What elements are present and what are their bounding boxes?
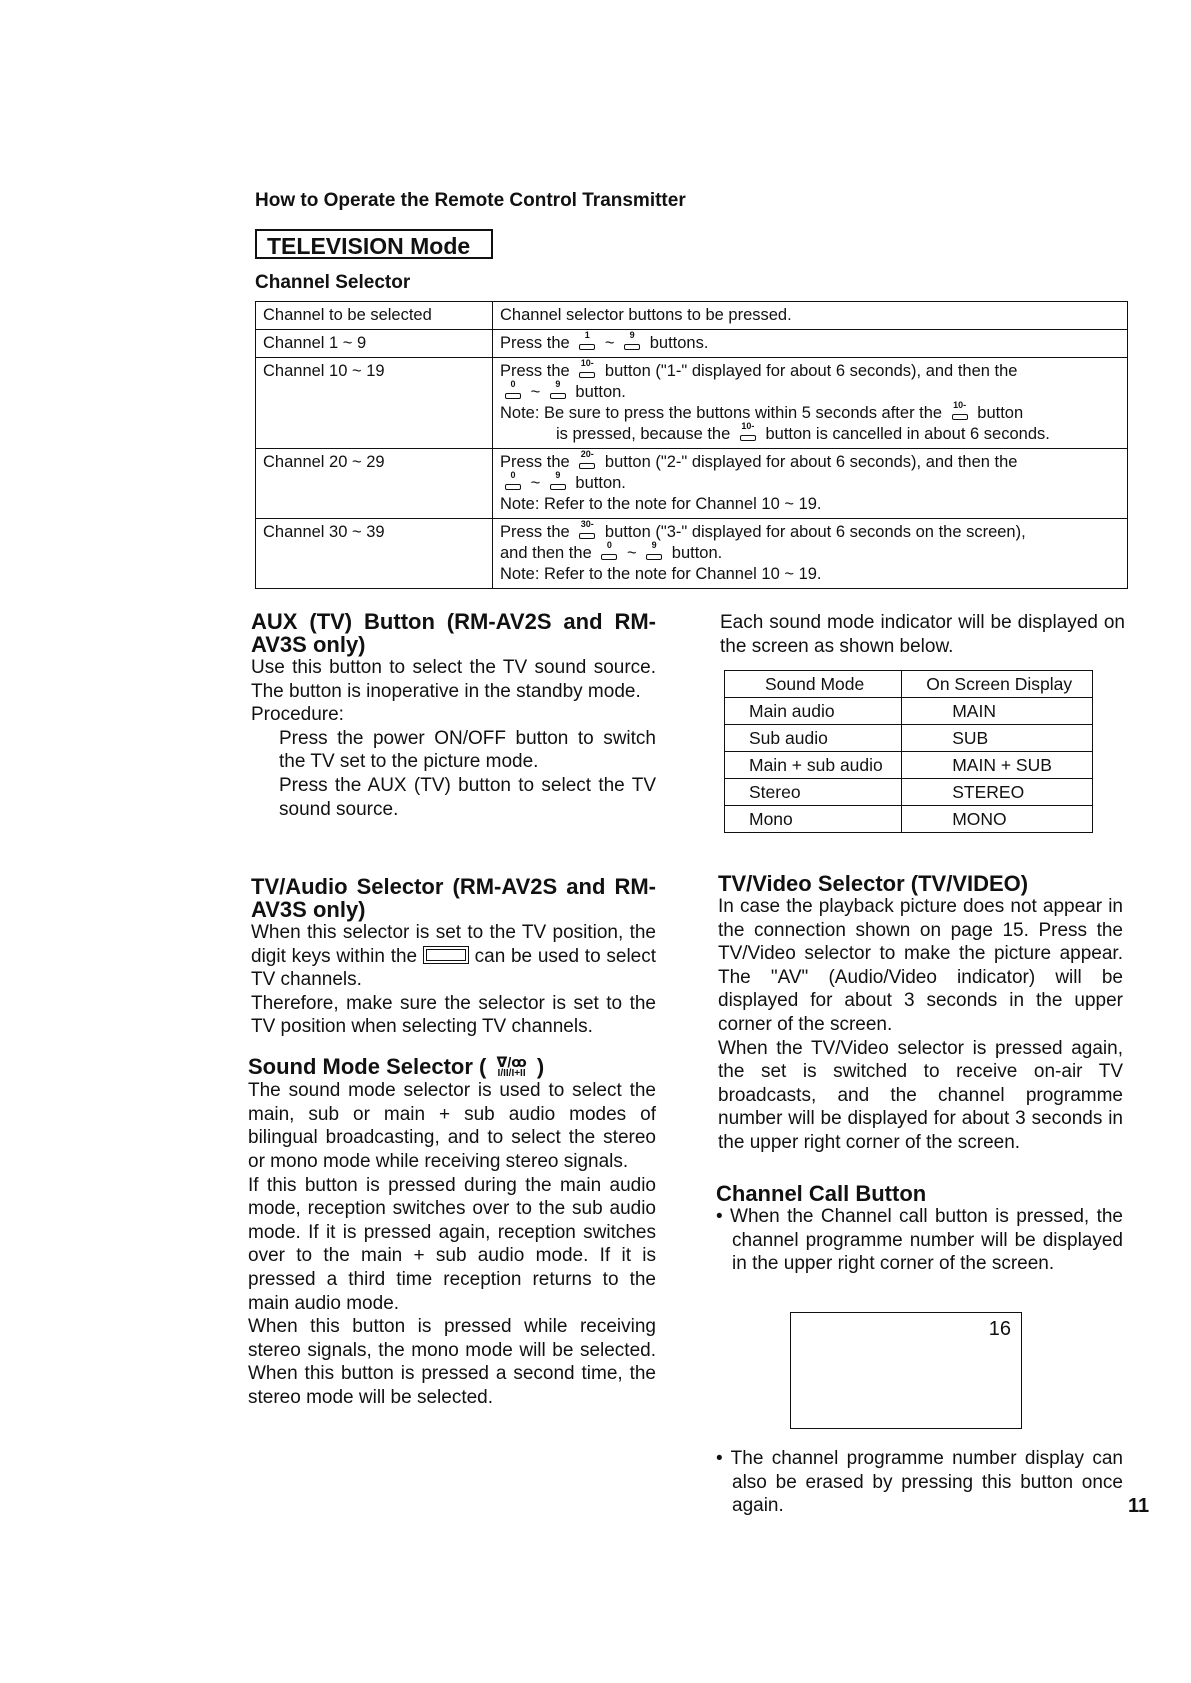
sound-mode-heading (248, 1055, 656, 1079)
table-row (725, 779, 1093, 806)
screen-channel-number: 16 (988, 1318, 1011, 1340)
procedure-step: Press the power ON/OFF button to switch the TV set to the picture mode. (279, 727, 656, 773)
note-text: Note: Refer to the note for Channel 10 ~ 19. (500, 495, 822, 513)
digit-button-icon: 0 (599, 548, 619, 560)
table-cell: MONO (902, 806, 1093, 833)
instruction-cell (493, 358, 1128, 449)
instruction-text: Press the (500, 362, 570, 380)
table-row (725, 752, 1093, 779)
instruction-text: buttons. (649, 334, 709, 352)
tv-video-paragraph: In case the playback picture does not appear in the connection shown on page 15. Press the TV/Video selector to make the picture appear. The "AV" (Audio/Video indicator) will be displayed for about 3 seconds in the upper corner of the screen. (718, 896, 1123, 1035)
aux-section (251, 610, 656, 821)
channel-call-heading: Channel Call Button (716, 1181, 927, 1206)
table-row (725, 698, 1093, 725)
digit-button-icon: 0 (503, 387, 523, 399)
tv-video-heading: TV/Video Selector (TV/VIDEO) (718, 871, 1029, 896)
table-header-cell: Channel selector buttons to be pressed. (493, 302, 1128, 330)
tv-audio-paragraph (251, 921, 656, 992)
digit-button-icon: 9 (548, 387, 568, 399)
note-text: Note: Be sure to press the buttons within 5 seconds after the (500, 404, 943, 422)
table-row (256, 330, 1128, 358)
sound-mode-paragraph: When this button is pressed while receiving stereo signals, the mono mode will be selected. When this button is pressed a second time, the stereo mode will be selected. (248, 1316, 656, 1408)
instruction-text: ~ (530, 474, 541, 492)
instruction-text: ~ (604, 334, 615, 352)
channel-cell: Channel 1 ~ 9 (256, 330, 493, 358)
ten-button-icon: 10- (738, 429, 758, 441)
channel-selector-heading: Channel Selector (255, 272, 411, 293)
tv-video-section (718, 872, 1123, 1155)
sound-mode-icon: ᐁ/ꝏ I/II/I+II (496, 1054, 527, 1080)
table-header-cell: Sound Mode (725, 671, 902, 698)
instruction-cell (493, 330, 1128, 358)
instruction-text: button. (575, 474, 626, 492)
digit-button-icon: 9 (644, 548, 664, 560)
table-cell: Mono (725, 806, 902, 833)
thirty-button-icon: 30- (577, 527, 597, 539)
instruction-text: ~ (530, 383, 541, 401)
table-row (256, 302, 1128, 330)
note-text: is pressed, because the (556, 425, 731, 443)
procedure-label: Procedure: (251, 704, 344, 726)
tv-audio-text: can be used to select TV channels. (251, 945, 657, 991)
instruction-text: Press the (500, 334, 570, 352)
table-header-cell: On Screen Display (902, 671, 1093, 698)
page-number: 11 (1128, 1495, 1150, 1517)
digit-button-icon: 1 (577, 338, 597, 350)
aux-heading: AUX (TV) Button (RM-AV2S and RM-AV3S only) (251, 609, 656, 657)
sound-table-intro (720, 611, 1125, 658)
table-cell: SUB (902, 725, 1093, 752)
instruction-text: button. (575, 383, 626, 401)
sound-mode-paragraph: If this button is pressed during the main audio mode, reception switches over to the sub audio mode. If it is pressed again, reception switches over to the main + sub audio mode. If it is pressed a third time reception returns to the main audio mode. (248, 1174, 656, 1314)
instruction-cell (493, 519, 1128, 589)
channel-call-section (716, 1182, 1123, 1276)
instruction-text: button ("3-" displayed for about 6 seconds on the screen), (604, 523, 1026, 541)
table-cell: Main audio (725, 698, 902, 725)
table-header-cell: Channel to be selected (256, 302, 493, 330)
procedure-step: Press the AUX (TV) button to select the TV sound source. (279, 774, 656, 820)
table-cell: STEREO (902, 779, 1093, 806)
television-mode-box: TELEVISION Mode (255, 229, 493, 259)
digit-button-icon: 0 (503, 478, 523, 490)
table-row (725, 806, 1093, 833)
sound-mode-table (724, 670, 1093, 833)
twenty-button-icon: 20- (577, 457, 597, 469)
channel-selector-table (255, 301, 1128, 589)
note-text: button (977, 404, 1024, 422)
channel-cell: Channel 10 ~ 19 (256, 358, 493, 449)
instruction-text: Press the (500, 453, 570, 471)
tv-screen-illustration (790, 1312, 1022, 1429)
tv-audio-text: When this selector is set to the TV position, the digit keys within the (251, 922, 656, 967)
table-cell: MAIN (902, 698, 1093, 725)
digit-keys-frame-icon (423, 946, 469, 964)
instruction-text: Press the (500, 523, 570, 541)
page-heading: How to Operate the Remote Control Transmitter (255, 190, 686, 211)
instruction-text: button ("2-" displayed for about 6 seconds), and then the (604, 453, 1018, 471)
instruction-cell (493, 449, 1128, 519)
sound-mode-title: Sound Mode Selector ( (248, 1054, 487, 1079)
table-row (256, 449, 1128, 519)
channel-call-bullet: • The channel programme number display can also be erased by pressing this button once again. (716, 1448, 1123, 1517)
channel-cell: Channel 30 ~ 39 (256, 519, 493, 589)
sound-mode-section (248, 1055, 656, 1410)
ten-button-icon: 10- (577, 366, 597, 378)
table-cell: Stereo (725, 779, 902, 806)
table-cell: Main + sub audio (725, 752, 902, 779)
sound-mode-paragraph: The sound mode selector is used to select the main, sub or main + sub audio modes of bilingual broadcasting, and to select the stereo or mono mode while receiving stereo signals. (248, 1080, 656, 1172)
instruction-text: and then the (500, 544, 592, 562)
table-row (256, 358, 1128, 449)
tv-audio-paragraph: Therefore, make sure the selector is set to the TV position when selecting TV channels. (251, 992, 656, 1038)
channel-cell: Channel 20 ~ 29 (256, 449, 493, 519)
digit-button-icon: 9 (622, 338, 642, 350)
table-row (256, 519, 1128, 589)
table-row (725, 671, 1093, 698)
channel-call-bullet: • When the Channel call button is pressed, the channel programme number will be displayed in the upper right corner of the screen. (716, 1206, 1123, 1275)
tv-audio-section (251, 875, 656, 1039)
instruction-text: ~ (626, 544, 637, 562)
note-text: Note: Refer to the note for Channel 10 ~ 19. (500, 565, 822, 583)
ten-button-icon: 10- (950, 408, 970, 420)
tv-video-paragraph: When the TV/Video selector is pressed again, the set is switched to receive on-air TV broadcasts, and the channel programme number will be displayed for about 3 seconds in the upper right corner of the screen. (718, 1037, 1123, 1153)
channel-call-note (716, 1447, 1123, 1518)
aux-paragraph: Use this button to select the TV sound source. The button is inoperative in the standby mode. (251, 657, 656, 702)
digit-button-icon: 9 (548, 478, 568, 490)
note-text: button is cancelled in about 6 seconds. (765, 425, 1050, 443)
table-row (725, 725, 1093, 752)
instruction-text: button ("1-" displayed for about 6 seconds), and then the (604, 362, 1018, 380)
sound-table-intro-text: Each sound mode indicator will be displayed on the screen as shown below. (720, 612, 1125, 657)
tv-audio-heading: TV/Audio Selector (RM-AV2S and RM-AV3S only) (251, 874, 656, 922)
instruction-text: button. (671, 544, 723, 562)
table-cell: MAIN + SUB (902, 752, 1093, 779)
sound-mode-title-end: ) (536, 1054, 545, 1079)
table-cell: Sub audio (725, 725, 902, 752)
